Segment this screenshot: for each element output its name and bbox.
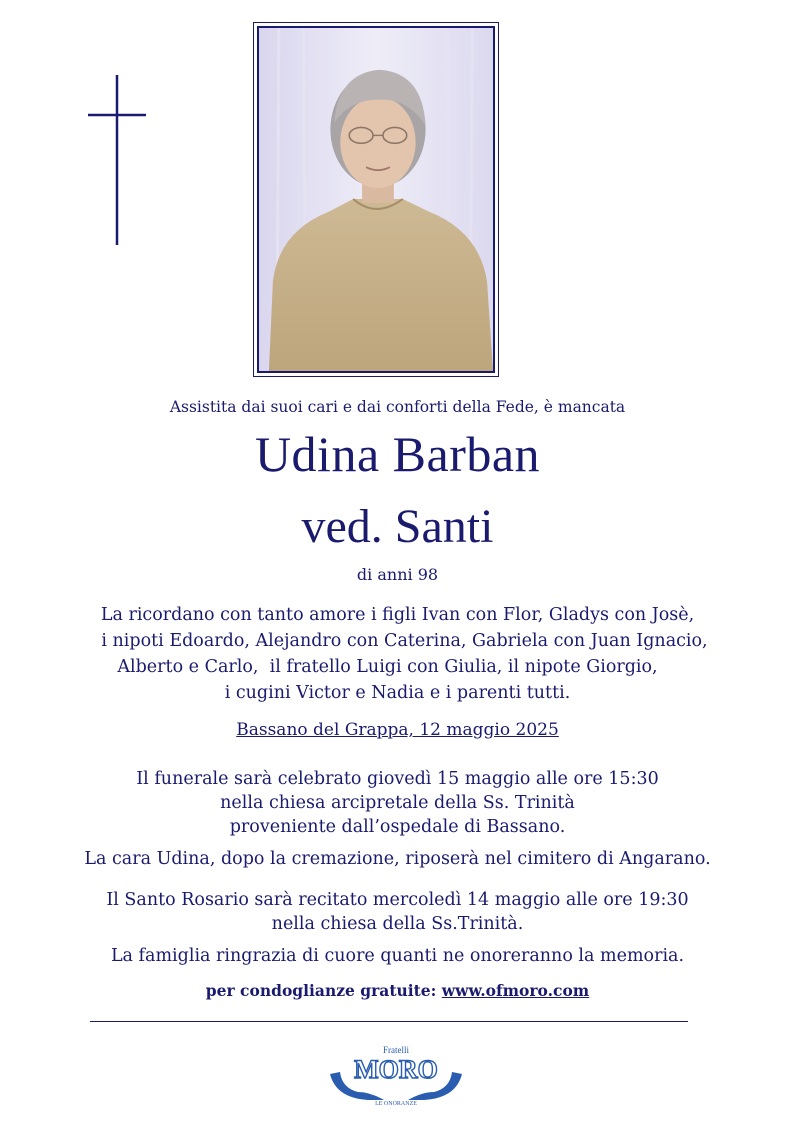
relatives-line: i nipoti Edoardo, Alejandro con Caterina, Gabriela con Juan Ignacio, — [101, 631, 708, 651]
deceased-name: Udina Barban — [254, 426, 541, 482]
intro-text: Assistita dai suoi cari e dai conforti della Fede, è mancata — [169, 398, 626, 416]
burial-info: La cara Udina, dopo la cremazione, riposerà nel cimitero di Angarano. — [84, 849, 711, 869]
rosary-line: nella chiesa della Ss.Trinità. — [271, 914, 524, 934]
funeral-line: Il funerale sarà celebrato giovedì 15 maggio alle ore 15:30 — [136, 769, 659, 789]
thanks-text: La famiglia ringrazia di cuore quanti ne onoreranno la memoria. — [110, 946, 685, 966]
deceased-age: di anni 98 — [356, 565, 439, 584]
funeral-home-logo — [326, 1042, 466, 1110]
portrait-photo — [257, 26, 495, 373]
condolences-link[interactable]: www.ofmoro.com — [441, 981, 590, 1000]
rosary-line: Il Santo Rosario sarà recitato mercoledì 14 maggio alle ore 19:30 — [106, 890, 689, 910]
divider — [90, 1021, 688, 1022]
relatives-paragraph — [0, 602, 795, 706]
funeral-line: nella chiesa arcipretale della Ss. Trinità — [220, 793, 575, 813]
place-date-text: Bassano del Grappa, 12 maggio 2025 — [236, 720, 559, 740]
relatives-line: La ricordano con tanto amore i figli Ivan con Flor, Gladys con Josè, — [100, 605, 695, 625]
place-date — [0, 720, 795, 740]
portrait-frame — [253, 22, 499, 377]
condolences-line — [0, 981, 795, 1000]
funeral-info — [0, 767, 795, 839]
cross-icon — [86, 75, 148, 245]
deceased-widow-of: ved. Santi — [301, 500, 494, 553]
relatives-line: i cugini Victor e Nadia e i parenti tutti. — [224, 683, 571, 703]
funeral-line: proveniente dall’ospedale di Bassano. — [229, 817, 566, 837]
rosary-info — [0, 888, 795, 936]
relatives-line: Alberto e Carlo, il fratello Luigi con Giulia, il nipote Giorgio, — [117, 657, 658, 677]
logo-main-text: MORO — [354, 1055, 438, 1084]
logo-top-text: Fratelli — [383, 1045, 409, 1055]
logo-bottom-text: LE ONORANZE — [375, 1101, 417, 1107]
condolences-label: per condoglianze gratuite: — [205, 981, 437, 1000]
